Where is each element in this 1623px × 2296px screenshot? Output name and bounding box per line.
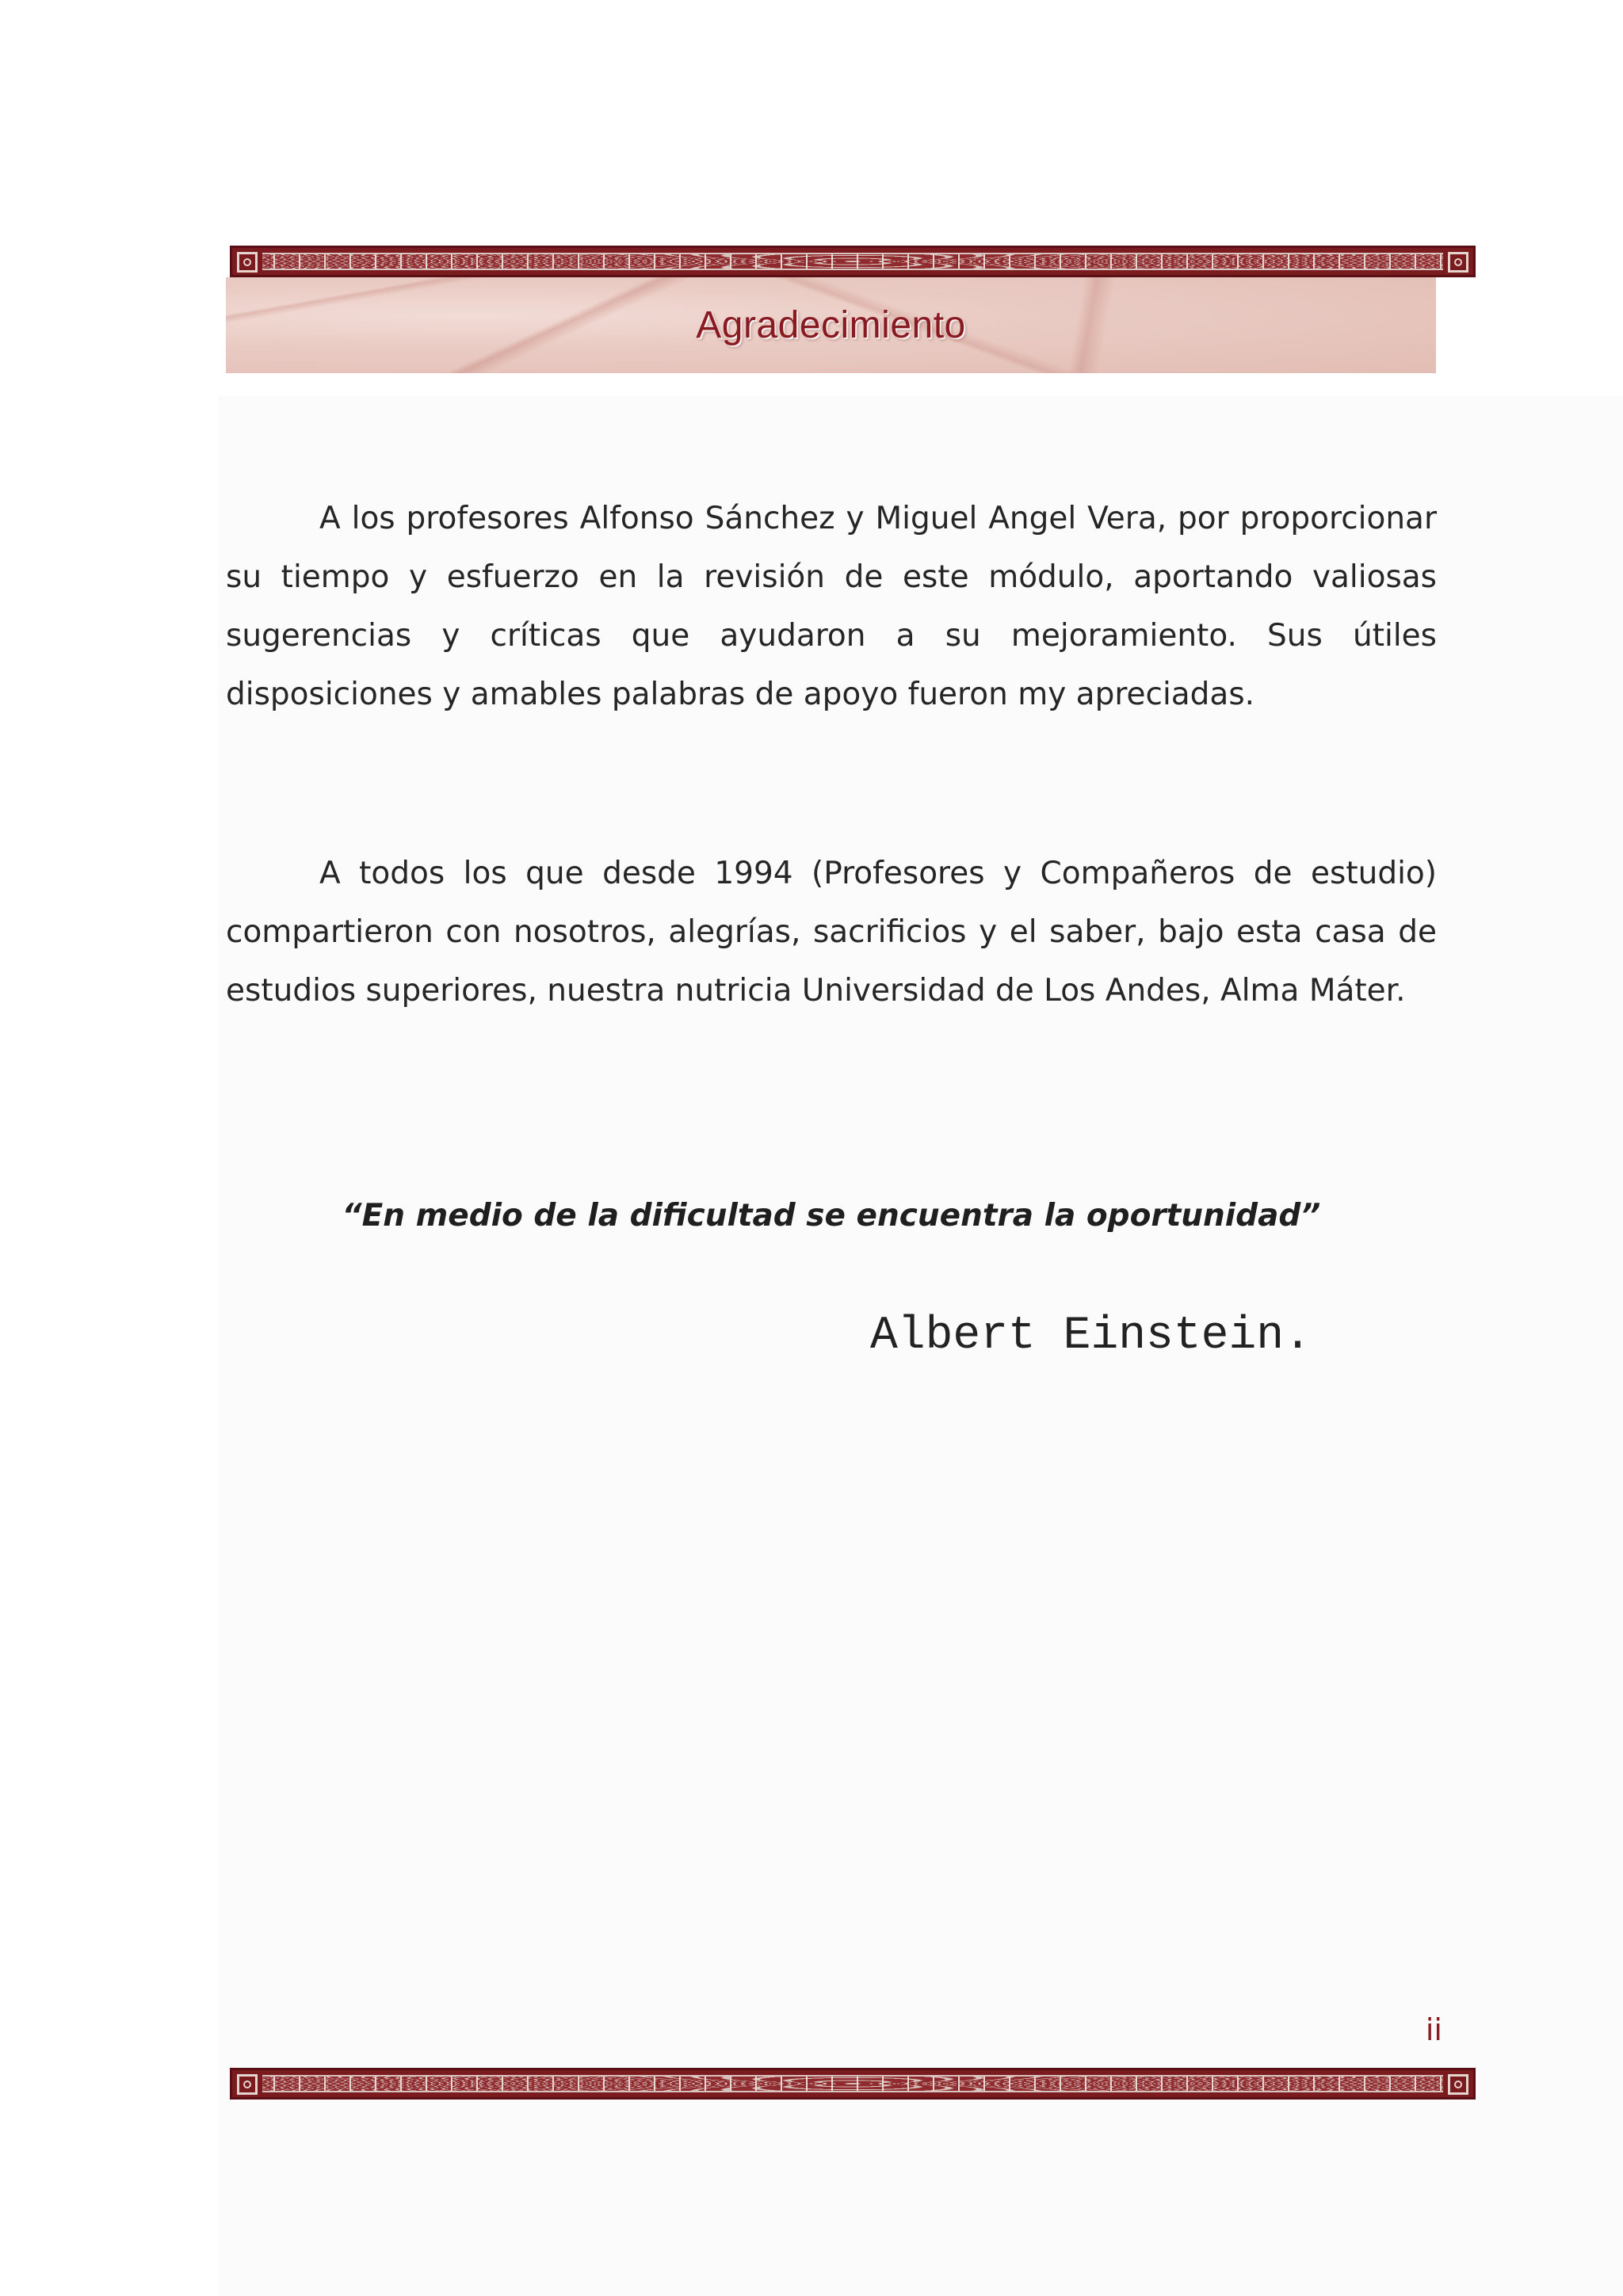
quote-author: Albert Einstein. <box>870 1310 1312 1362</box>
decorative-border-bottom <box>230 2068 1476 2100</box>
ornament-square-icon <box>1448 2074 1468 2095</box>
ornament-square-icon <box>1448 252 1468 273</box>
page-title: Agradecimiento <box>696 304 966 346</box>
acknowledgment-paragraph: A los profesores Alfonso Sánchez y Miguel Angel Vera, por proporcionar su tiempo y esfuerzo en la revisión de este módulo, aportando valiosas sugerencias y críticas que ayudaron a su mejoramiento. Sus útiles disposiciones y amables palabras de apoyo fueron my apreciadas. <box>226 501 1437 712</box>
title-banner <box>226 277 1436 373</box>
acknowledgment-paragraph: A todos los que desde 1994 (Profesores y Compañeros de estudio) compartieron con nosotros, alegrías, sacrificios y el saber, bajo esta casa de estudios superiores, nuestra nutricia Universidad de Los Andes, Alma Máter. <box>226 856 1437 1009</box>
ornament-square-icon <box>237 252 258 273</box>
ornament-square-icon <box>237 2074 258 2095</box>
page-number: ii <box>1425 2012 1442 2047</box>
quote-text: “En medio de la dificultad se encuentra la oportunidad” <box>342 1198 1321 1234</box>
decorative-border-top <box>230 246 1476 277</box>
ornament-pattern <box>262 253 1443 270</box>
ornament-pattern <box>262 2075 1443 2092</box>
